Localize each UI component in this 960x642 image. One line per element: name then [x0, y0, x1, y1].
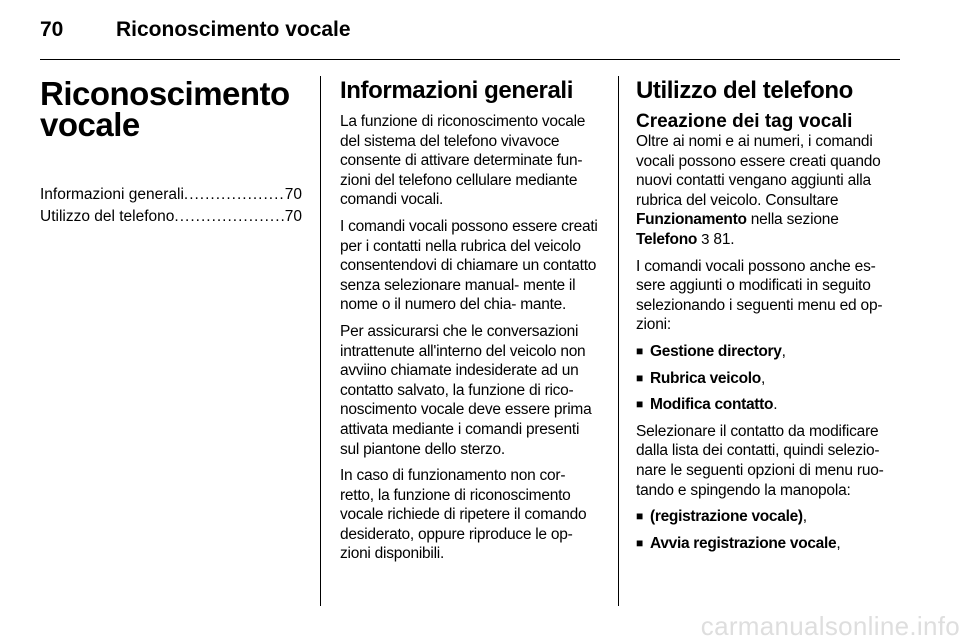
bullet-square-icon: ■: [636, 343, 644, 358]
chapter-title-line-1: Riconoscimento: [40, 75, 290, 112]
option-item-suffix: ,: [836, 534, 841, 552]
toc-entry-general[interactable]: [40, 184, 302, 206]
bullet-square-icon: ■: [636, 509, 644, 524]
bullet-square-icon: ■: [636, 370, 644, 385]
section-title-general: Informazioni generali: [340, 77, 573, 104]
body-paragraph: In caso di funzionamento non cor- retto, la funzione di riconoscimento vocale richiede di ripetere il comando desiderato, oppure riproduce le op- zioni disponibili.: [340, 467, 587, 563]
page-reference-arrow-icon[interactable]: 3: [701, 230, 710, 248]
toc-leader-dots: [184, 184, 285, 206]
running-header-title: Riconoscimento vocale: [116, 18, 351, 41]
subsection-title: Creazione dei tag vocali: [636, 111, 853, 132]
bullet-square-icon: ■: [636, 535, 644, 550]
chapter-title-line-2: vocale: [40, 106, 140, 143]
page-reference-number: 81.: [709, 230, 735, 248]
watermark-text: carmanualsonline.info: [700, 611, 960, 641]
bullet-square-icon: ■: [636, 397, 644, 412]
menu-item-suffix: ,: [760, 369, 766, 387]
column-divider-1: [320, 76, 321, 606]
header-rule: [40, 59, 900, 60]
option-item-suffix: ,: [802, 508, 808, 526]
menu-item: [636, 395, 900, 415]
toc-entry-label: Utilizzo del telefono: [40, 208, 175, 225]
toc-entry-page: 70: [284, 186, 302, 203]
option-item-label: (registrazione vocale): [650, 508, 803, 526]
chapter-title: [40, 75, 302, 143]
ref-telefono[interactable]: Telefono: [636, 230, 698, 248]
menu-item: [636, 369, 900, 389]
running-header: [40, 18, 351, 48]
menu-item: [636, 342, 900, 362]
column-divider-2: [618, 76, 619, 606]
intro-paragraph: [636, 132, 900, 250]
intro-text: Oltre ai nomi e ai numeri, i comandi vocali possono essere creati quando nuovi contatti vengano aggiunti alla rubrica del veicolo. Consultare: [636, 133, 881, 209]
body-paragraph: I comandi vocali possono anche es- sere aggiunti o modificati in seguito selezionando i seguenti menu ed op- zioni:: [636, 257, 883, 334]
body-paragraph: Per assicurarsi che le conversazioni intrattenute all'interno del veicolo non avviino chiamate indesiderate ad un contatto salvato, la funzione di rico- noscimento vocale deve essere prima attivata mediante i comandi presenti sul piantone dello sterzo.: [340, 322, 592, 458]
ref-operation[interactable]: Funzionamento: [636, 211, 747, 229]
general-info-column: [340, 78, 602, 571]
toc-column: [40, 75, 302, 228]
menu-item-label: Modifica contatto: [650, 396, 774, 414]
body-paragraph: I comandi vocali possono essere creati per i contatti nella rubrica del veicolo consentendovi di chiamare un contatto senza selezionare manual- mente il nome o il numero del chia- mante.: [340, 217, 598, 314]
phone-usage-column: [636, 78, 900, 560]
section-title-phone: Utilizzo del telefono: [636, 77, 853, 104]
option-item: [636, 534, 900, 554]
page-number: 70: [40, 18, 64, 41]
option-item: [636, 507, 900, 527]
menu-item-suffix: .: [773, 396, 778, 414]
menu-item-label: Gestione directory: [650, 342, 782, 360]
toc-leader-dots: [174, 206, 284, 228]
menu-item-label: Rubrica veicolo: [650, 369, 761, 387]
body-paragraph: La funzione di riconoscimento vocale del sistema del telefono vivavoce consente di attivare determinate fun- zioni del telefono cellulare mediante comandi vocali.: [340, 113, 586, 209]
intro-mid-text: nella sezione: [746, 211, 839, 229]
toc-entry-page: 70: [284, 208, 302, 225]
option-item-label: Avvia registrazione vocale: [650, 534, 837, 552]
toc-entry-label: Informazioni generali: [40, 186, 184, 203]
menu-item-suffix: ,: [781, 342, 786, 360]
body-paragraph: Selezionare il contatto da modificare dalla lista dei contatti, quindi selezio- nare le seguenti opzioni di menu ruo- tando e spingendo la manopola:: [636, 422, 884, 499]
toc-entry-phone[interactable]: [40, 206, 302, 228]
